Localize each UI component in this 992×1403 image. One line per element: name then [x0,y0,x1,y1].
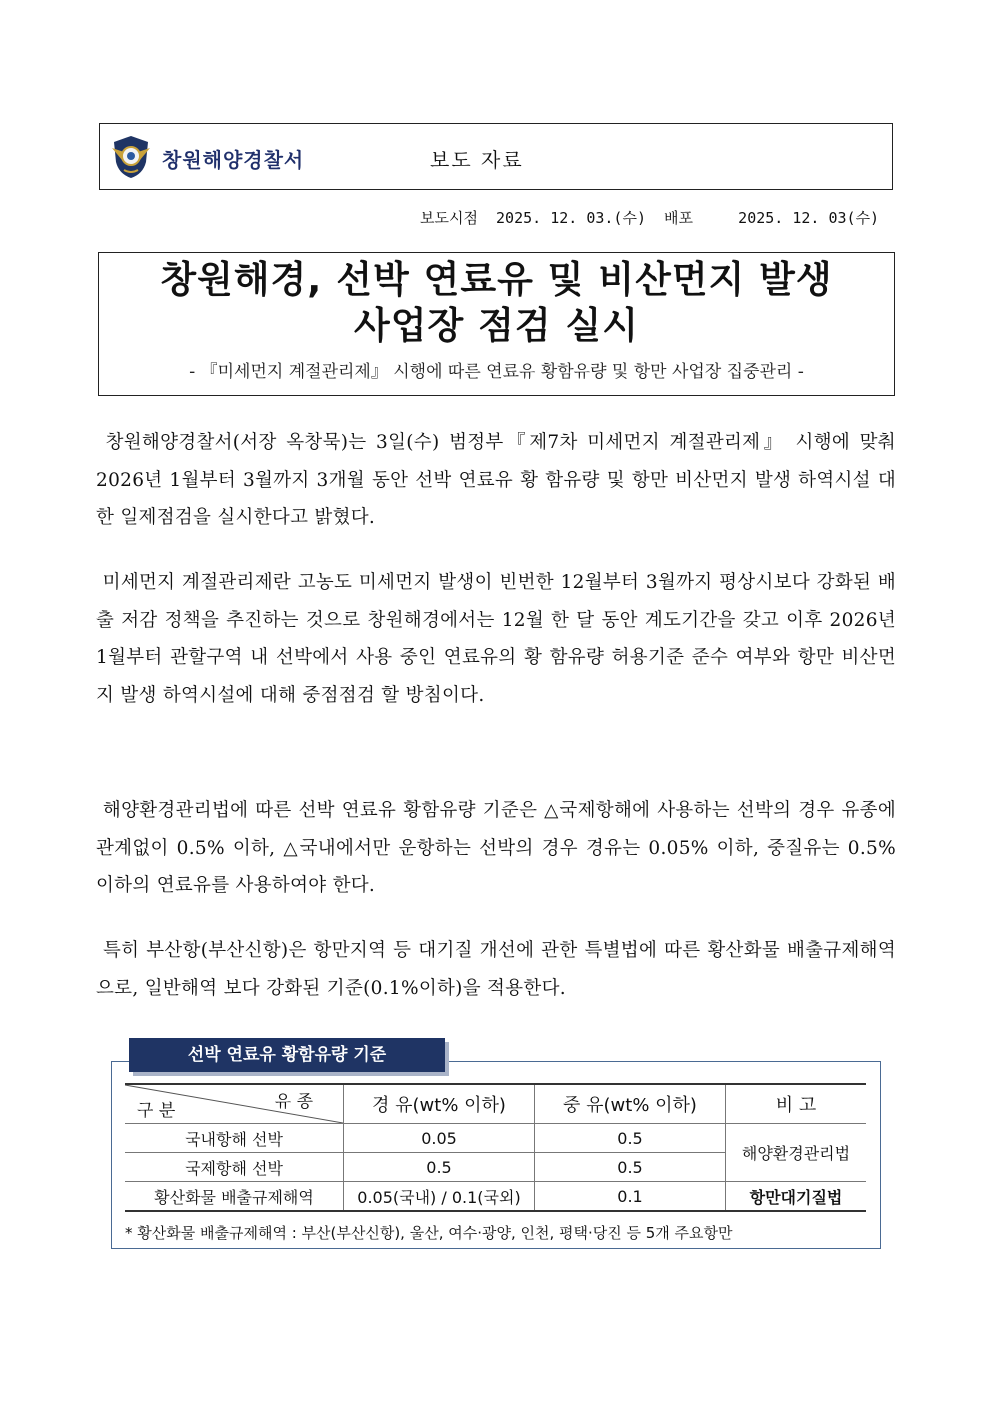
header-box [99,123,893,190]
body-paragraph-1-text: 창원해양경찰서(서장 옥창묵)는 3일(수) 범정부『제7차 미세먼지 계절관리제』 시행에 맞춰 2026년 1월부터 3월까지 3개월 동안 선박 연료유 황 함유량 및 항만 비산먼지 발생 하역시설 대한 일제점검을 실시한다고 밝혔다. [96,432,896,528]
body-paragraph-2 [96,564,896,714]
header-fuel-type: 유 종 [274,1092,313,1112]
row-heavy: 0.1 [535,1182,726,1212]
row-diesel: 0.05(국내) / 0.1(국외) [344,1182,535,1212]
body-paragraph-4 [96,932,896,1007]
body-paragraph-2-text: 미세먼지 계절관리제란 고농도 미세먼지 발생이 빈번한 12월부터 3월까지 평상시보다 강화된 배출 저감 정책을 추진하는 것으로 창원해경에서는 12월 한 달 동안 계도기간을 갖고 이후 2026년 1월부터 관할구역 내 선박에서 사용 중인 연료유의 황 함유량 허용기준 준수 여부와 항만 비산먼지 발생 하역시설에 대해 중점점검 할 방침이다. [96,572,896,706]
row-note: 항만대기질법 [726,1182,867,1212]
table-header-row [125,1084,866,1124]
table-footnote: * 황산화물 배출규제해역 : 부산(부산신항), 울산, 여수·광양, 인천, 평택·당진 등 5개 주요항만 [125,1224,733,1242]
row-diesel: 0.05 [344,1124,535,1153]
row-diesel: 0.5 [344,1153,535,1182]
table-row [125,1182,866,1212]
doc-type-label: 보도 자료 [430,148,524,172]
row-heavy: 0.5 [535,1153,726,1182]
row-heavy: 0.5 [535,1124,726,1153]
body-paragraph-1 [96,424,896,537]
title-box [98,252,895,396]
header-note: 비 고 [726,1084,867,1124]
header-heavy-oil: 중 유(wt% 이하) [535,1084,726,1124]
body-paragraph-3 [96,792,896,905]
row-category: 국제항해 선박 [125,1153,344,1182]
headline-line-2: 사업장 점검 실시 [354,304,639,347]
row-category: 황산화물 배출규제해역 [125,1182,344,1212]
table-row [125,1124,866,1153]
header-diesel: 경 유(wt% 이하) [344,1084,535,1124]
subtitle: - 『미세먼지 계절관리제』 시행에 따른 연료유 황함유량 및 항만 사업장 집중관리 - [189,362,804,382]
coast-guard-emblem-icon [110,134,152,180]
sulfur-standards-table [125,1083,866,1212]
diagonal-header-cell [125,1084,344,1124]
header-category: 구 분 [137,1101,176,1121]
headline-line-1: 창원해경, 선박 연료유 및 비산먼지 발생 [160,258,833,301]
release-date-line: 보도시점 2025. 12. 03.(수) 배포 2025. 12. 03(수) [420,209,880,227]
body-paragraph-4-text: 특히 부산항(부산신항)은 항만지역 등 대기질 개선에 관한 특별법에 따른 황산화물 배출규제해역으로, 일반해역 보다 강화된 기준(0.1%이하)을 적용한다. [96,940,896,999]
row-note: 해양환경관리법 [726,1124,867,1182]
standards-table-title: 선박 연료유 황함유량 기준 [129,1038,445,1072]
org-name: 창원해양경찰서 [162,148,305,172]
body-paragraph-3-text: 해양환경관리법에 따른 선박 연료유 황함유량 기준은 △국제항해에 사용하는 선박의 경우 유종에 관계없이 0.5% 이하, △국내에서만 운항하는 선박의 경우 경유는 0.05% 이하, 중질유는 0.5% 이하의 연료유를 사용하여야 한다. [96,800,896,896]
row-category: 국내항해 선박 [125,1124,344,1153]
